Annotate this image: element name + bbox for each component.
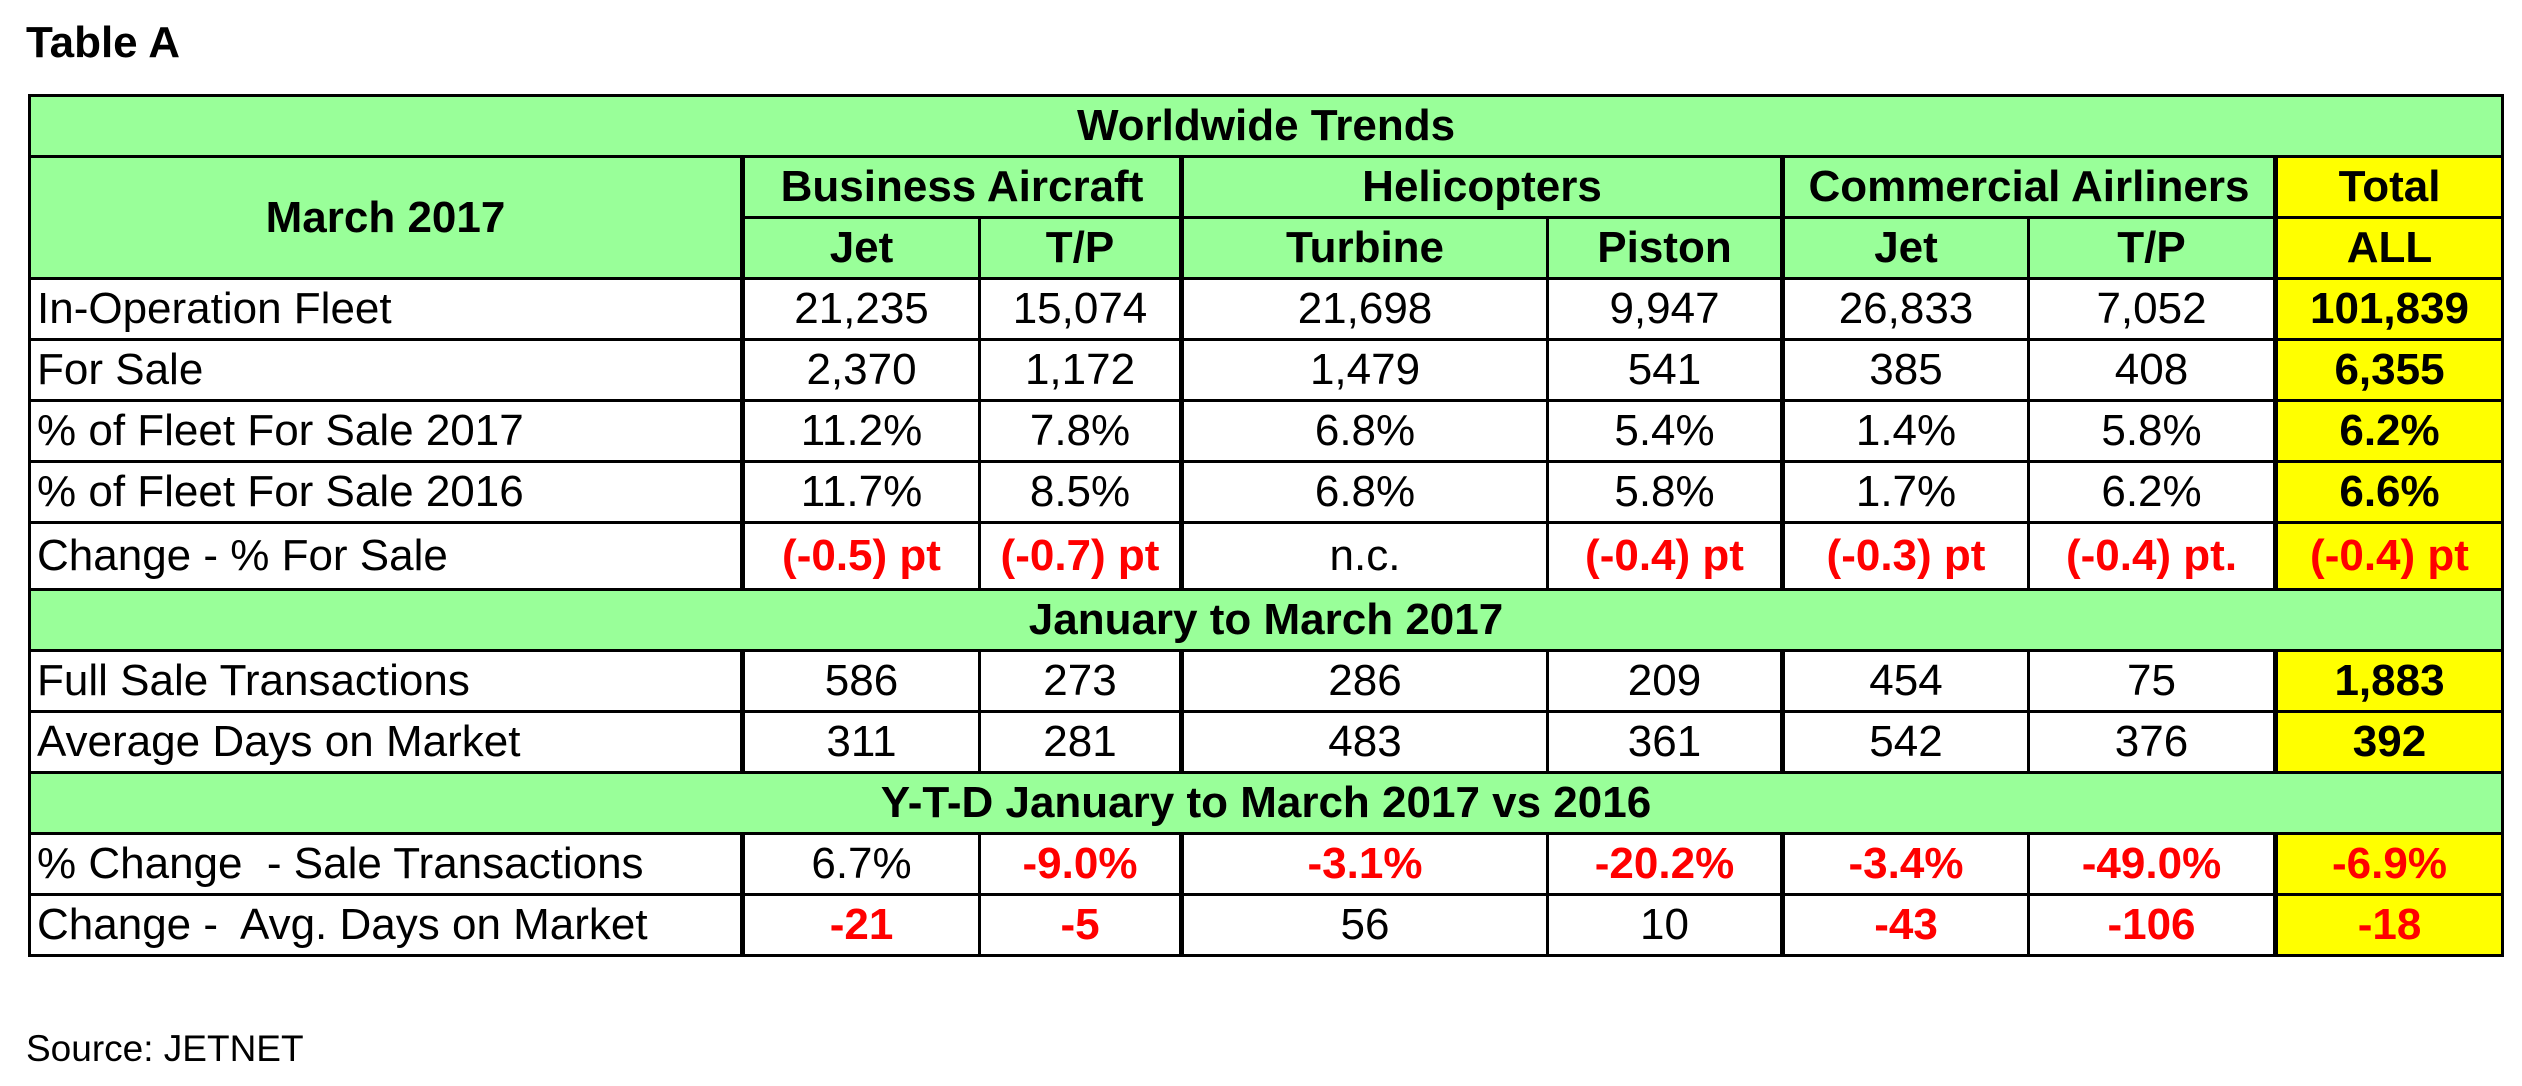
table-cell: 9,947: [1548, 279, 1783, 340]
table-title: Worldwide Trends: [30, 96, 2503, 157]
table-cell: 26,833: [1783, 279, 2029, 340]
table-cell: -9.0%: [980, 834, 1182, 895]
table-cell: 286: [1182, 651, 1548, 712]
table-row: [30, 462, 2503, 523]
subheader-helicopter-piston: Piston: [1548, 218, 1783, 279]
table-cell: -5: [980, 895, 1182, 956]
table-cell: 15,074: [980, 279, 1182, 340]
section-title-ytd: Y-T-D January to March 2017 vs 2016: [30, 773, 2503, 834]
table-cell: (-0.7) pt: [980, 523, 1182, 590]
table-cell: 6.2%: [2029, 462, 2276, 523]
table-cell: 1,479: [1182, 340, 1548, 401]
table-cell: 11.2%: [743, 401, 980, 462]
row-label: In-Operation Fleet: [30, 279, 743, 340]
table-cell: 376: [2029, 712, 2276, 773]
group-helicopters: Helicopters: [1182, 157, 1783, 218]
table-cell: -106: [2029, 895, 2276, 956]
table-cell: (-0.3) pt: [1783, 523, 2029, 590]
table-cell: -43: [1783, 895, 2029, 956]
table-cell: 273: [980, 651, 1182, 712]
total-cell: (-0.4) pt: [2276, 523, 2503, 590]
table-row: [30, 651, 2503, 712]
table-cell: 311: [743, 712, 980, 773]
table-cell: 6.7%: [743, 834, 980, 895]
group-business-aircraft: Business Aircraft: [743, 157, 1182, 218]
subheader-helicopter-turbine: Turbine: [1182, 218, 1548, 279]
table-cell: 483: [1182, 712, 1548, 773]
table-cell: 541: [1548, 340, 1783, 401]
table-cell: 5.4%: [1548, 401, 1783, 462]
total-cell: 6.2%: [2276, 401, 2503, 462]
table-cell: 5.8%: [2029, 401, 2276, 462]
group-total: Total: [2276, 157, 2503, 218]
table-cell: 11.7%: [743, 462, 980, 523]
row-label: % of Fleet For Sale 2016: [30, 462, 743, 523]
table-cell: 75: [2029, 651, 2276, 712]
total-cell: 392: [2276, 712, 2503, 773]
total-cell: -18: [2276, 895, 2503, 956]
table-row: [30, 523, 2503, 590]
row-label: Full Sale Transactions: [30, 651, 743, 712]
table-cell: 408: [2029, 340, 2276, 401]
table-row: [30, 401, 2503, 462]
table-cell: -20.2%: [1548, 834, 1783, 895]
table-cell: 454: [1783, 651, 2029, 712]
table-cell: 361: [1548, 712, 1783, 773]
table-cell: 10: [1548, 895, 1783, 956]
subheader-business-jet: Jet: [743, 218, 980, 279]
table-cell: 6.8%: [1182, 401, 1548, 462]
table-cell: 542: [1783, 712, 2029, 773]
table-cell: 8.5%: [980, 462, 1182, 523]
table-row: [30, 834, 2503, 895]
table-cell: 1,172: [980, 340, 1182, 401]
total-cell: -6.9%: [2276, 834, 2503, 895]
worldwide-trends-table: [28, 94, 2504, 957]
table-cell: 2,370: [743, 340, 980, 401]
period-label: March 2017: [30, 157, 743, 279]
table-row: [30, 340, 2503, 401]
source-note: Source: JETNET: [26, 1028, 304, 1069]
table-cell: 5.8%: [1548, 462, 1783, 523]
table-cell: (-0.4) pt: [1548, 523, 1783, 590]
row-label: Change - % For Sale: [30, 523, 743, 590]
row-label: % of Fleet For Sale 2017: [30, 401, 743, 462]
table-cell: 209: [1548, 651, 1783, 712]
total-cell: 6,355: [2276, 340, 2503, 401]
table-cell: 6.8%: [1182, 462, 1548, 523]
table-cell: -21: [743, 895, 980, 956]
table-cell: 7,052: [2029, 279, 2276, 340]
total-cell: 1,883: [2276, 651, 2503, 712]
row-label: For Sale: [30, 340, 743, 401]
table-cell: 281: [980, 712, 1182, 773]
table-row: [30, 279, 2503, 340]
subheader-business-tp: T/P: [980, 218, 1182, 279]
table-row: [30, 712, 2503, 773]
subheader-commercial-jet: Jet: [1783, 218, 2029, 279]
table-cell: 1.7%: [1783, 462, 2029, 523]
table-cell: -3.4%: [1783, 834, 2029, 895]
group-commercial-airliners: Commercial Airliners: [1783, 157, 2276, 218]
table-cell: 56: [1182, 895, 1548, 956]
table-cell: 1.4%: [1783, 401, 2029, 462]
total-cell: 101,839: [2276, 279, 2503, 340]
row-label: % Change - Sale Transactions: [30, 834, 743, 895]
table-cell: 21,235: [743, 279, 980, 340]
table-cell: 586: [743, 651, 980, 712]
row-label: Average Days on Market: [30, 712, 743, 773]
table-cell: (-0.4) pt.: [2029, 523, 2276, 590]
subheader-total-all: ALL: [2276, 218, 2503, 279]
table-cell: -49.0%: [2029, 834, 2276, 895]
total-cell: 6.6%: [2276, 462, 2503, 523]
table-caption: Table A: [26, 18, 181, 67]
table-cell: -3.1%: [1182, 834, 1548, 895]
table-cell: 7.8%: [980, 401, 1182, 462]
section-title-jan-mar: January to March 2017: [30, 590, 2503, 651]
subheader-commercial-tp: T/P: [2029, 218, 2276, 279]
table-cell: 385: [1783, 340, 2029, 401]
table-cell: (-0.5) pt: [743, 523, 980, 590]
table-row: [30, 895, 2503, 956]
table-cell: n.c.: [1182, 523, 1548, 590]
row-label: Change - Avg. Days on Market: [30, 895, 743, 956]
table-cell: 21,698: [1182, 279, 1548, 340]
